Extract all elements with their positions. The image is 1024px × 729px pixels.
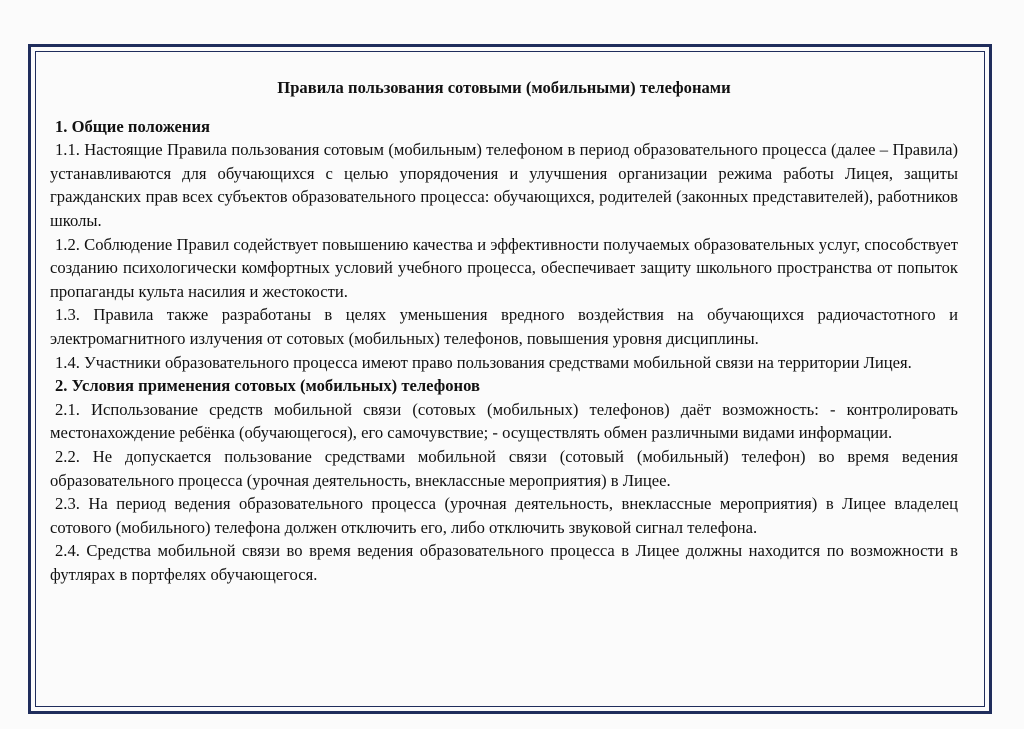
paragraph-2-4: 2.4. Средства мобильной связи во время ведения образовательного процесса в Лицее должны находится по возможности в футлярах в портфелях обучающегося.	[50, 541, 958, 584]
document-body	[50, 76, 958, 586]
paragraph-1-4: 1.4. Участники образовательного процесса имеют право пользования средствами мобильной связи на территории Лицея.	[55, 352, 912, 372]
paragraph-2-2: 2.2. Не допускается пользование средствами мобильной связи (сотовый (мобильный) телефон) во время ведения образовательного процесса (урочная деятельность, внеклассные мероприятия) в Лицее.	[50, 446, 958, 490]
section-heading: 1. Общие положения	[55, 116, 210, 136]
paragraph-2-3: 2.3. На период ведения образовательного процесса (урочная деятельность, внеклассные мероприятия) в Лицее владелец сотового (мобильного) телефона должен отключить его, либо отключить звуковой сигнал телефона.	[50, 494, 958, 537]
section-heading: 2. Условия применения сотовых (мобильных) телефонов	[55, 376, 480, 396]
paragraph-1-2: 1.2. Соблюдение Правил содействует повышению качества и эффективности получаемых образовательных услуг, способствует созданию психологически комфортных условий учебного процесса, обеспечивает защиту школьного пространства от попыток пропаганды культа насилия и жестокости.	[50, 234, 958, 301]
document-title: Правила пользования сотовыми (мобильными) телефонами	[277, 78, 731, 97]
paragraph-1-1: 1.1. Настоящие Правила пользования сотовым (мобильным) телефоном в период образовательного процесса (далее – Правила) устанавливаются для обучающихся с целью упорядочения и улучшения организации режима работы Лицея, защиты гражданских прав всех субъектов образовательного процесса: обучающихся, родителей (законных представителей), работников школы.	[50, 140, 958, 230]
section-usage-conditions	[50, 374, 958, 586]
paragraph-2-1: 2.1. Использование средств мобильной связи (сотовых (мобильных) телефонов) даёт возможность: - контролировать местонахождение ребёнка (обучающегося), его самочувствие; - осуществлять обмен различными видами информации.	[50, 399, 958, 443]
paragraph-1-3: 1.3. Правила также разработаны в целях уменьшения вредного воздействия на обучающихся радиочастотного и электромагнитного излучения от сотовых (мобильных) телефонов, повышения уровня дисциплины.	[50, 305, 958, 348]
section-general-provisions	[50, 115, 958, 375]
